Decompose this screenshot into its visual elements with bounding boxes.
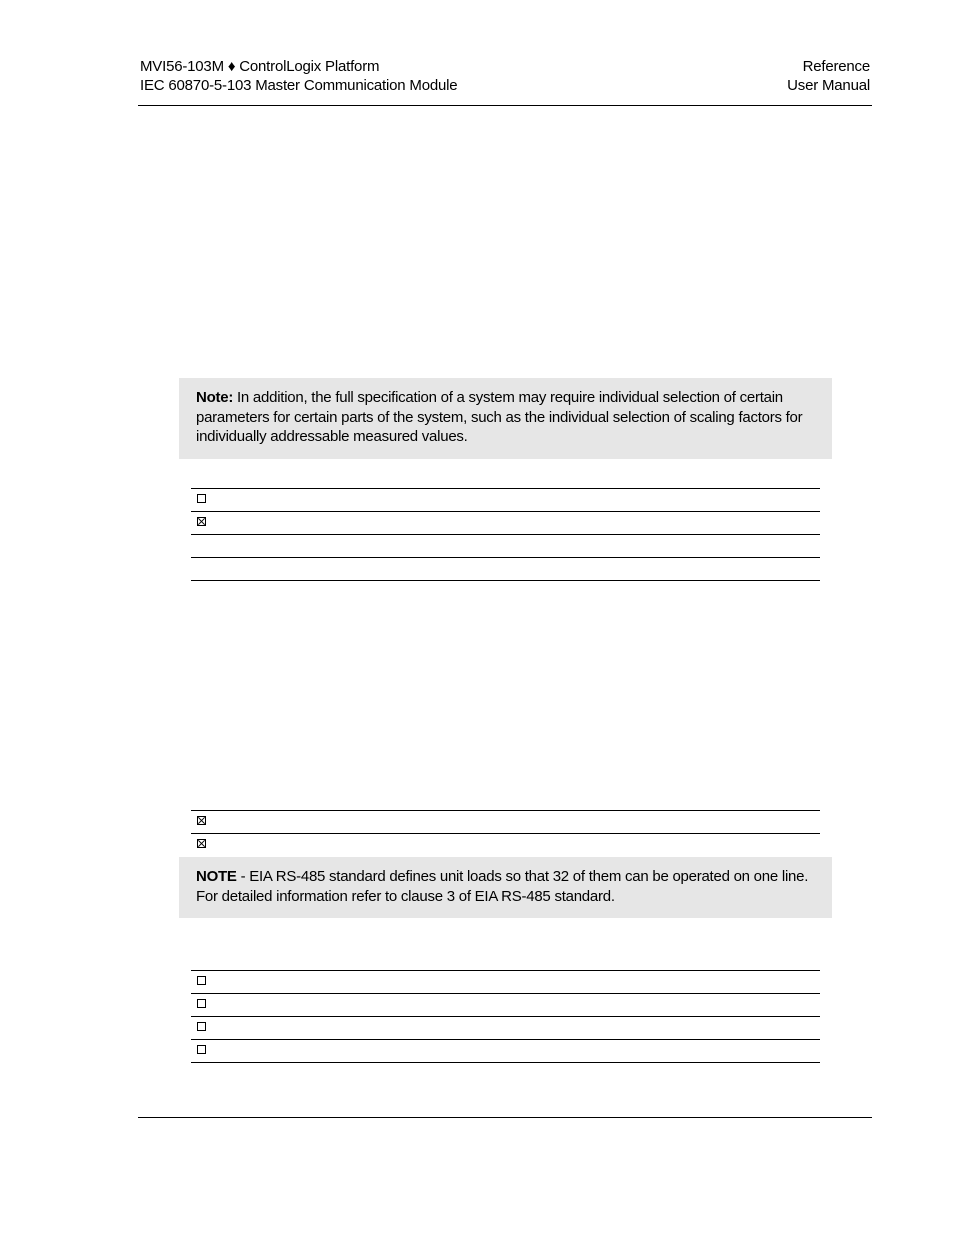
table-row [191, 993, 820, 1016]
table-row [191, 810, 820, 833]
note-box-rs485 [179, 857, 832, 918]
table-row [191, 1016, 820, 1039]
header-module: IEC 60870-5-103 Master Communication Module [140, 77, 458, 94]
note-text: - EIA RS-485 standard defines unit loads so that 32 of them can be operated on one line. For detailed information refer to clause 3 of EIA RS-485 standard. [196, 868, 809, 905]
table-row [191, 557, 820, 581]
header-manual: User Manual [787, 77, 870, 94]
table-row [191, 488, 820, 511]
table-row [191, 511, 820, 534]
checkbox-table-1 [191, 488, 820, 581]
checkbox-unchecked[interactable] [197, 976, 206, 985]
table-row [191, 833, 820, 856]
header-rule [138, 105, 872, 106]
table-row [191, 1039, 820, 1063]
table-row [191, 970, 820, 993]
checkbox-unchecked[interactable] [197, 494, 206, 503]
checkbox-unchecked[interactable] [197, 1022, 206, 1031]
header-product: MVI56-103M ♦ ControlLogix Platform [140, 58, 380, 75]
header-left [140, 57, 457, 95]
checkbox-table-3 [191, 970, 820, 1063]
checkbox-checked[interactable] [197, 839, 206, 848]
note-box-specification [179, 378, 832, 459]
note-label: Note: [196, 389, 234, 406]
table-row [191, 534, 820, 557]
header-right [787, 57, 870, 95]
note-label: NOTE [196, 868, 237, 885]
header-section: Reference [802, 58, 870, 75]
checkbox-unchecked[interactable] [197, 999, 206, 1008]
checkbox-unchecked[interactable] [197, 1045, 206, 1054]
note-text: In addition, the full specification of a system may require individual selection of certain parameters for certain parts of the system, such as the individual selection of scaling factors for individually addressable measured values. [196, 389, 803, 445]
checkbox-table-2 [191, 810, 820, 856]
checkbox-checked[interactable] [197, 517, 206, 526]
footer-rule [138, 1117, 872, 1118]
checkbox-checked[interactable] [197, 816, 206, 825]
